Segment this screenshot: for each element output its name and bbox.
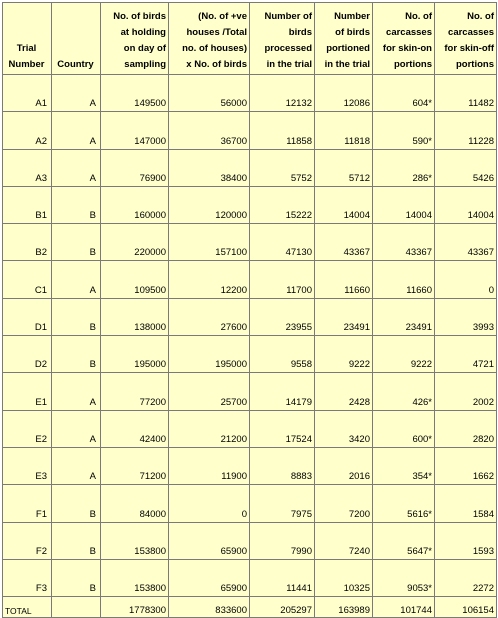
cell-skin-on-carcasses: 286* [373, 149, 435, 186]
cell-positive-houses-ratio: 120000 [169, 186, 250, 223]
cell-country: B [52, 559, 101, 596]
cell-positive-houses-ratio: 157100 [169, 224, 250, 261]
cell-skin-on-carcasses: 14004 [373, 186, 435, 223]
cell-birds-portioned: 23491 [315, 298, 373, 335]
cell-birds-processed: 12132 [250, 75, 315, 112]
cell-skin-off-carcasses: 2272 [435, 559, 497, 596]
total-row [3, 597, 497, 618]
cell-positive-houses-ratio: 38400 [169, 149, 250, 186]
cell-birds-processed: 11441 [250, 559, 315, 596]
cell-skin-on-carcasses: 9222 [373, 336, 435, 373]
header-skin-on-carcasses: No. of carcasses for skin-on portions [373, 3, 435, 75]
cell-birds-at-holding: 147000 [101, 112, 169, 149]
cell-trial-number: C1 [3, 261, 52, 298]
cell-trial-number: D1 [3, 298, 52, 335]
cell-positive-houses-ratio: 11900 [169, 447, 250, 484]
cell-birds-portioned: 9222 [315, 336, 373, 373]
cell-trial-number: F3 [3, 559, 52, 596]
cell-skin-off-carcasses: 2820 [435, 410, 497, 447]
cell-trial-number: F1 [3, 485, 52, 522]
cell-skin-off-carcasses: 3993 [435, 298, 497, 335]
cell-birds-portioned: 2428 [315, 373, 373, 410]
cell-positive-houses-ratio: 195000 [169, 336, 250, 373]
header-positive-houses-ratio: (No. of +ve houses /Total no. of houses) x No. of birds [169, 3, 250, 75]
cell-birds-at-holding: 195000 [101, 336, 169, 373]
cell-birds-processed: 8883 [250, 447, 315, 484]
cell-trial-number: E3 [3, 447, 52, 484]
cell-country: B [52, 186, 101, 223]
cell-skin-on-carcasses: 5616* [373, 485, 435, 522]
cell-skin-off-carcasses: 0 [435, 261, 497, 298]
cell-positive-houses-ratio: 12200 [169, 261, 250, 298]
cell-positive-houses-ratio: 56000 [169, 75, 250, 112]
cell-skin-off-carcasses: 1662 [435, 447, 497, 484]
cell-positive-houses-ratio: 21200 [169, 410, 250, 447]
cell-trial-number: E2 [3, 410, 52, 447]
cell-skin-on-carcasses: 9053* [373, 559, 435, 596]
cell-trial-number: A3 [3, 149, 52, 186]
cell-positive-houses-ratio: 65900 [169, 522, 250, 559]
cell-birds-processed: 23955 [250, 298, 315, 335]
cell-birds-processed: 47130 [250, 224, 315, 261]
table-row [3, 298, 497, 335]
cell-country: A [52, 75, 101, 112]
cell-birds-portioned: 14004 [315, 186, 373, 223]
cell-skin-off-carcasses: 1593 [435, 522, 497, 559]
cell-skin-off-carcasses: 1584 [435, 485, 497, 522]
cell-birds-processed: 205297 [250, 597, 315, 618]
cell-trial-number: F2 [3, 522, 52, 559]
cell-birds-portioned: 3420 [315, 410, 373, 447]
cell-positive-houses-ratio: 0 [169, 485, 250, 522]
table-row [3, 336, 497, 373]
cell-trial-number: B2 [3, 224, 52, 261]
cell-country: A [52, 447, 101, 484]
header-birds-processed: Number of birds processed in the trial [250, 3, 315, 75]
cell-birds-processed: 11700 [250, 261, 315, 298]
data-table-container [2, 2, 496, 617]
cell-birds-portioned: 7200 [315, 485, 373, 522]
cell-skin-off-carcasses: 43367 [435, 224, 497, 261]
cell-birds-at-holding: 77200 [101, 373, 169, 410]
cell-birds-at-holding: 153800 [101, 559, 169, 596]
cell-skin-on-carcasses: 600* [373, 410, 435, 447]
cell-birds-at-holding: 76900 [101, 149, 169, 186]
cell-skin-on-carcasses: 5647* [373, 522, 435, 559]
cell-birds-portioned: 2016 [315, 447, 373, 484]
cell-birds-at-holding: 149500 [101, 75, 169, 112]
cell-birds-portioned: 11818 [315, 112, 373, 149]
table-row [3, 522, 497, 559]
cell-skin-on-carcasses: 354* [373, 447, 435, 484]
header-country: Country [52, 3, 101, 75]
table-row [3, 559, 497, 596]
cell-country: B [52, 336, 101, 373]
trial-data-table [2, 2, 497, 618]
table-row [3, 186, 497, 223]
cell-skin-on-carcasses: 11660 [373, 261, 435, 298]
table-row [3, 261, 497, 298]
cell-birds-at-holding: 160000 [101, 186, 169, 223]
cell-trial-number: D2 [3, 336, 52, 373]
cell-birds-portioned: 43367 [315, 224, 373, 261]
cell-positive-houses-ratio: 27600 [169, 298, 250, 335]
cell-birds-processed: 15222 [250, 186, 315, 223]
header-birds-portioned: Number of birds portioned in the trial [315, 3, 373, 75]
cell-trial-number: TOTAL [3, 597, 52, 618]
cell-birds-portioned: 11660 [315, 261, 373, 298]
cell-country: B [52, 224, 101, 261]
cell-country: A [52, 373, 101, 410]
cell-country: B [52, 298, 101, 335]
cell-birds-portioned: 12086 [315, 75, 373, 112]
cell-birds-processed: 17524 [250, 410, 315, 447]
cell-country: A [52, 112, 101, 149]
table-row [3, 112, 497, 149]
cell-positive-houses-ratio: 36700 [169, 112, 250, 149]
cell-birds-at-holding: 84000 [101, 485, 169, 522]
cell-skin-on-carcasses: 23491 [373, 298, 435, 335]
table-row [3, 410, 497, 447]
cell-country: B [52, 522, 101, 559]
cell-trial-number: A2 [3, 112, 52, 149]
header-row [3, 3, 497, 75]
cell-birds-processed: 14179 [250, 373, 315, 410]
cell-skin-off-carcasses: 2002 [435, 373, 497, 410]
cell-birds-processed: 5752 [250, 149, 315, 186]
table-body [3, 75, 497, 618]
table-row [3, 149, 497, 186]
header-birds-at-holding: No. of birds at holding on day of sampling [101, 3, 169, 75]
cell-skin-off-carcasses: 14004 [435, 186, 497, 223]
header-trial-number: Trial Number [3, 3, 52, 75]
table-row [3, 224, 497, 261]
header-skin-off-carcasses: No. of carcasses for skin-off portions [435, 3, 497, 75]
cell-skin-on-carcasses: 43367 [373, 224, 435, 261]
cell-skin-off-carcasses: 11228 [435, 112, 497, 149]
cell-trial-number: A1 [3, 75, 52, 112]
cell-country: A [52, 149, 101, 186]
cell-skin-on-carcasses: 101744 [373, 597, 435, 618]
cell-skin-off-carcasses: 11482 [435, 75, 497, 112]
cell-birds-at-holding: 220000 [101, 224, 169, 261]
cell-positive-houses-ratio: 65900 [169, 559, 250, 596]
cell-birds-portioned: 7240 [315, 522, 373, 559]
table-row [3, 447, 497, 484]
cell-birds-processed: 7990 [250, 522, 315, 559]
cell-trial-number: E1 [3, 373, 52, 410]
cell-birds-processed: 9558 [250, 336, 315, 373]
table-row [3, 485, 497, 522]
cell-country: B [52, 485, 101, 522]
cell-birds-portioned: 163989 [315, 597, 373, 618]
cell-birds-at-holding: 42400 [101, 410, 169, 447]
cell-skin-on-carcasses: 590* [373, 112, 435, 149]
cell-birds-at-holding: 71200 [101, 447, 169, 484]
cell-skin-on-carcasses: 426* [373, 373, 435, 410]
cell-birds-processed: 7975 [250, 485, 315, 522]
cell-skin-off-carcasses: 5426 [435, 149, 497, 186]
cell-birds-at-holding: 138000 [101, 298, 169, 335]
cell-birds-processed: 11858 [250, 112, 315, 149]
cell-birds-at-holding: 153800 [101, 522, 169, 559]
cell-skin-off-carcasses: 106154 [435, 597, 497, 618]
cell-country: A [52, 261, 101, 298]
cell-birds-at-holding: 1778300 [101, 597, 169, 618]
cell-birds-portioned: 10325 [315, 559, 373, 596]
cell-trial-number: B1 [3, 186, 52, 223]
cell-country: A [52, 410, 101, 447]
cell-birds-at-holding: 109500 [101, 261, 169, 298]
cell-country [52, 597, 101, 618]
cell-positive-houses-ratio: 833600 [169, 597, 250, 618]
cell-positive-houses-ratio: 25700 [169, 373, 250, 410]
table-row [3, 75, 497, 112]
cell-skin-off-carcasses: 4721 [435, 336, 497, 373]
cell-birds-portioned: 5712 [315, 149, 373, 186]
table-row [3, 373, 497, 410]
cell-skin-on-carcasses: 604* [373, 75, 435, 112]
